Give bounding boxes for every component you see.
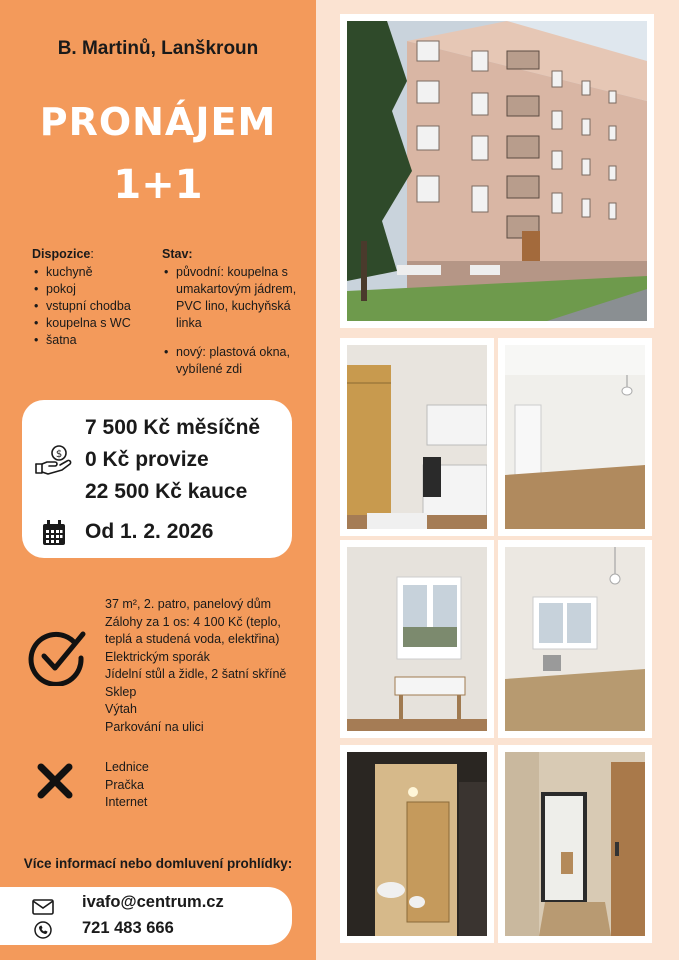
available-from: Od 1. 2. 2026 [85,520,214,543]
not-included-item: Pračka [105,777,144,792]
photo-hallway [498,745,652,943]
feature-item: Zálohy za 1 os: 4 100 Kč (teplo, [105,614,281,629]
cross-icon [36,762,74,800]
condition-heading: Stav: [162,247,193,261]
headline-rent: PRONÁJEM [39,100,277,144]
condition-item: • původní: koupelna s umakartovým jádrem, PVC lino, kuchyňská linka [162,264,312,332]
layout-item: • pokoj [32,281,162,298]
mail-icon [32,899,54,915]
feature-item: Parkování na ulici [105,719,204,734]
layout-heading: Dispozice [32,247,91,261]
not-included-item: Internet [105,795,148,809]
checkmark-icon [28,628,86,686]
contact-phone-link[interactable]: 721 483 666 [82,919,174,937]
price-deposit: 22 500 Kč kauce [85,480,248,503]
not-included-list [105,759,149,812]
feature-item: 37 m², 2. patro, panelový dům [105,597,272,611]
feature-item: Elektrickým sporák [105,649,210,664]
phone-icon [34,921,52,939]
headline-type: 1+1 [113,162,203,208]
feature-item: Jídelní stůl a židle, 2 šatní skříně [105,667,287,681]
layout-item: • šatna [32,332,162,349]
feature-item: Výtah [105,702,137,716]
price-card [22,400,292,558]
not-included-item: Lednice [105,760,149,774]
layout-section: Dispozice: • kuchyně • pokoj • vstupní chodba • koupelna s WC • šatna [32,246,162,349]
photo-building-exterior [340,14,654,328]
condition-item: • nový: plastová okna, vybílené zdi [162,344,312,378]
photo-room-fridge [498,338,652,536]
contact-email-link[interactable]: ivafo@centrum.cz [82,893,224,911]
contact-title: Více informací nebo domluvení prohlídky: [23,856,293,871]
layout-item: • koupelna s WC [32,315,162,332]
contact-card [0,887,292,945]
layout-item: • kuchyně [32,264,162,281]
address-title: B. Martinů, Lanškroun [57,38,259,59]
price-commission: 0 Kč provize [85,448,209,471]
feature-item: teplá a studená voda, elektřina) [105,632,280,646]
svg-text:$: $ [55,449,63,460]
photo-living-room [498,540,652,738]
condition-section [162,246,312,390]
photo-kitchen [340,338,494,536]
money-hand-icon [34,444,74,476]
photo-dining-window [340,540,494,738]
calendar-icon [42,520,66,546]
price-monthly: 7 500 Kč měsíčně [85,416,261,439]
photo-bathroom [340,745,494,943]
features-list [105,596,310,736]
feature-item: Sklep [105,684,137,699]
layout-item: • vstupní chodba [32,298,162,315]
